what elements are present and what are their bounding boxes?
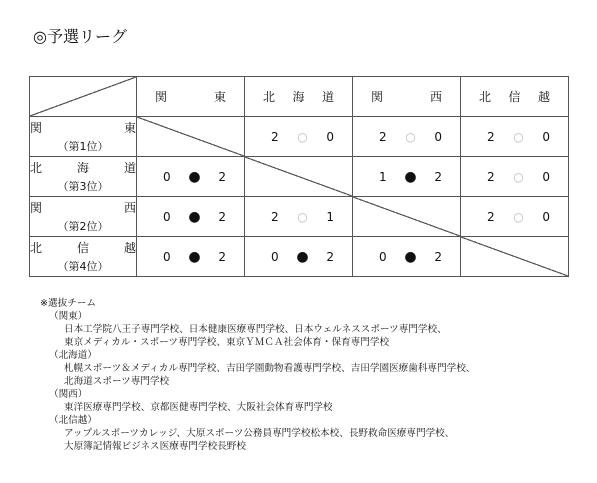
score-cell: 2 ○ 0 xyxy=(353,117,461,157)
score-cell: 0 ● 2 xyxy=(245,237,353,277)
score-cell: 0 ● 2 xyxy=(353,237,461,277)
diagonal-cell xyxy=(137,117,245,157)
score-cell: 2 ○ 0 xyxy=(461,197,569,237)
score-cell: 1 ● 2 xyxy=(353,157,461,197)
league-table xyxy=(29,76,569,277)
row-header-kanto: 関 東 （第1位） xyxy=(30,117,137,157)
diagonal-cell xyxy=(461,237,569,277)
group-line: 日本工学院八王子専門学校、日本健康医療専門学校、日本ウェルネススポーツ専門学校、 xyxy=(64,324,447,335)
table-row xyxy=(30,237,569,277)
group-label-kanto: （関東） xyxy=(49,311,88,322)
table-row xyxy=(30,197,569,237)
score-cell: 2 ○ 0 xyxy=(461,117,569,157)
group-line: アップルスポーツカレッジ、大原スポーツ公務員専門学校松本校、長野救命医療専門学校、 xyxy=(64,428,455,439)
page-title: ◎予選リーグ xyxy=(33,27,127,46)
group-label-hokkaido: （北海道） xyxy=(49,350,97,361)
table-row xyxy=(30,117,569,157)
group-line: 札幌スポーツ＆メディカル専門学校、吉田学園動物看護専門学校、吉田学園医療歯科専門学校、 xyxy=(64,363,476,374)
group-line: 東京メディカル・スポーツ専門学校、東京ＹＭＣＡ社会体育・保育専門学校 xyxy=(64,337,390,348)
group-line: 北海道スポーツ専門学校 xyxy=(64,376,170,387)
notes-heading: ※選抜チーム xyxy=(40,298,97,309)
col-header-kansai: 関 西 xyxy=(353,77,461,117)
score-cell: 0 ● 2 xyxy=(137,157,245,197)
header-row xyxy=(30,77,569,117)
score-cell: 2 ○ 0 xyxy=(245,117,353,157)
score-cell: 0 ● 2 xyxy=(137,237,245,277)
group-label-hokushinetsu: （北信越） xyxy=(49,415,97,426)
score-cell: 0 ● 2 xyxy=(137,197,245,237)
selection-notes xyxy=(40,297,475,453)
score-cell: 2 ○ 1 xyxy=(245,197,353,237)
diagonal-cell xyxy=(353,197,461,237)
score-cell: 2 ○ 0 xyxy=(461,157,569,197)
table-row xyxy=(30,157,569,197)
group-line: 大原簿記情報ビジネス医療専門学校長野校 xyxy=(64,441,246,452)
corner-cell xyxy=(30,77,137,117)
row-header-hokushinetsu: 北 信 越 （第4位） xyxy=(30,237,137,277)
col-header-hokkaido: 北 海 道 xyxy=(245,77,353,117)
row-header-kansai: 関 西 （第2位） xyxy=(30,197,137,237)
col-header-hokushinetsu: 北 信 越 xyxy=(461,77,569,117)
diagonal-cell xyxy=(245,157,353,197)
col-header-kanto: 関 東 xyxy=(137,77,245,117)
group-label-kansai: （関西） xyxy=(49,389,88,400)
group-line: 東洋医療専門学校、京都医健専門学校、大阪社会体育専門学校 xyxy=(64,402,333,413)
row-header-hokkaido: 北 海 道 （第3位） xyxy=(30,157,137,197)
